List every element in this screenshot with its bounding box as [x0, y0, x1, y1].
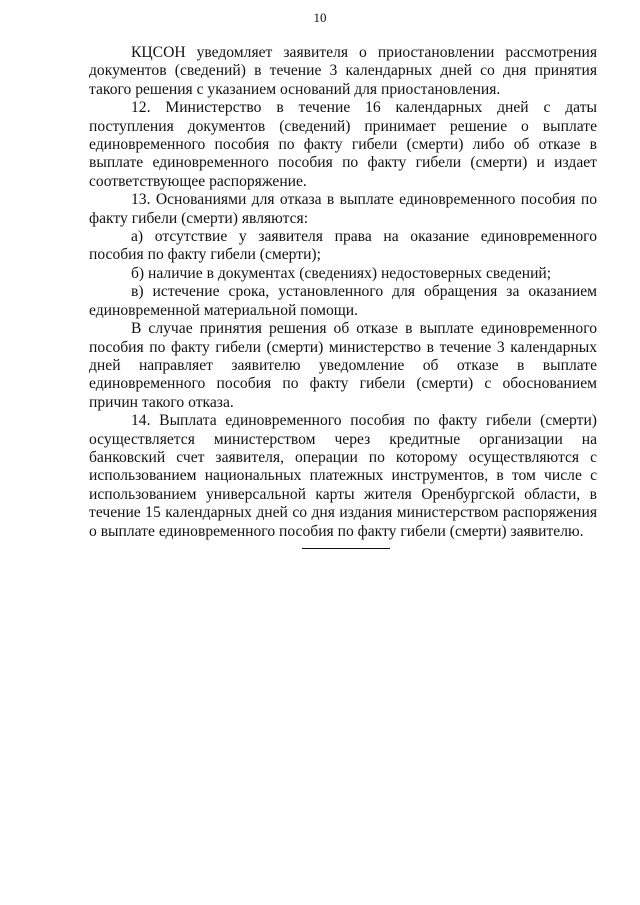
- paragraph-14-payment: 14. Выплата единовременного пособия по факту гибели (смерти) осуществляется министерством через кредитные организации на банковский счет заявителя, операции по которому осуществляются с использованием национальных платежных инструментов, в том числе с использованием универсальной карты жителя Оренбургской области, в течение 15 календарных дней со дня издания министерством распоряжения о выплате единовременного пособия по факту гибели (смерти) заявителю.: [89, 412, 597, 540]
- paragraph-refusal-notice: В случае принятия решения об отказе в выплате единовременного пособия по факту гибели (смерти) министерство в течение 3 календарных дней направляет заявителю уведомление об отказе в выплате единовременного пособия по факту гибели (смерти) с обоснованием причин такого отказа.: [89, 320, 597, 411]
- end-separator-line: [302, 548, 390, 549]
- list-item-a: а) отсутствие у заявителя права на оказание единовременного пособия по факту гибели (смерти);: [89, 228, 597, 264]
- list-item-c: в) истечение срока, установленного для обращения за оказанием единовременной материальной помощи.: [89, 283, 597, 319]
- paragraph-suspension-notice: КЦСОН уведомляет заявителя о приостановлении рассмотрения документов (сведений) в течение 3 календарных дней со дня принятия такого решения с указанием оснований для приостановления.: [89, 44, 597, 98]
- page-number: 10: [313, 10, 327, 25]
- paragraph-12-decision: 12. Министерство в течение 16 календарных дней с даты поступления документов (сведений) принимает решение о выплате единовременного пособия по факту гибели (смерти) либо об отказе в выплате единовременного пособия по факту гибели (смерти) и издает соответствующее распоряжение.: [89, 99, 597, 190]
- paragraph-13-refusal-grounds: 13. Основаниями для отказа в выплате единовременного пособия по факту гибели (смерти) являются:: [89, 191, 597, 227]
- list-item-b: б) наличие в документах (сведениях) недостоверных сведений;: [131, 264, 552, 282]
- document-body: [89, 44, 597, 541]
